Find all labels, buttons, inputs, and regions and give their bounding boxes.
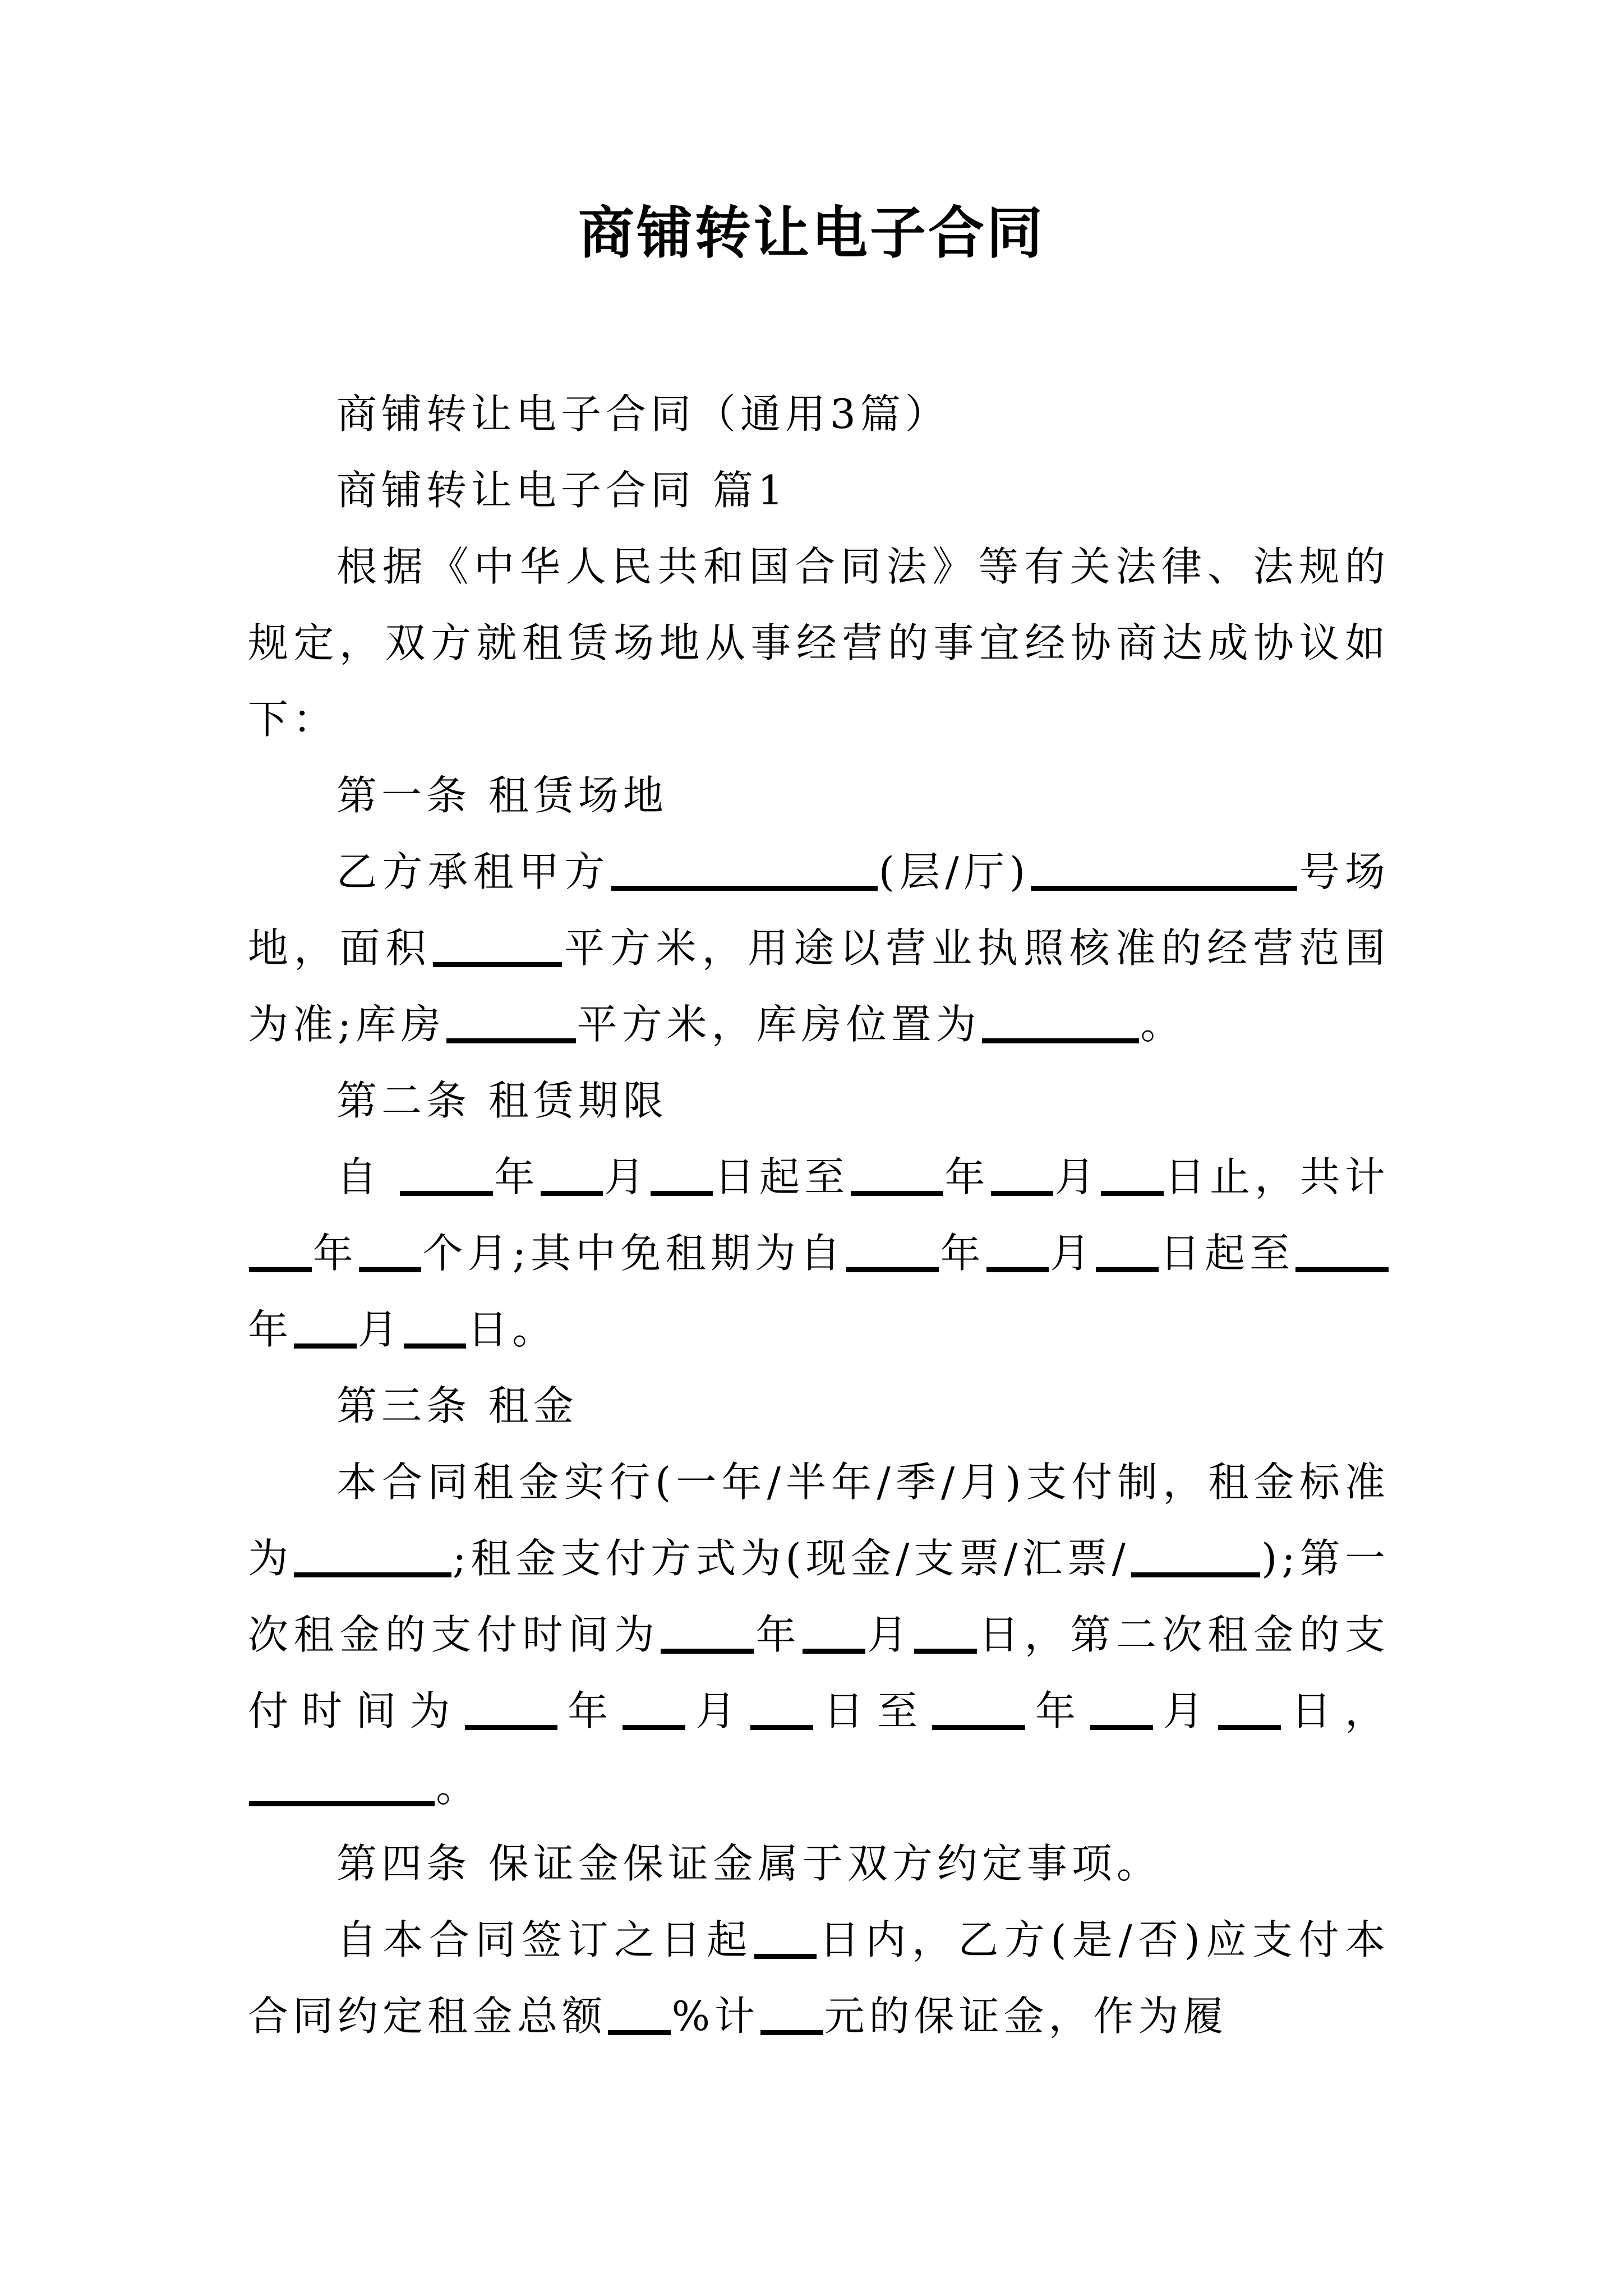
paragraph-preamble: 根据《中华人民共和国合同法》等有关法律、法规的规定，双方就租赁场地从事经营的事宜经协商达成协议如下： (248, 543, 1390, 743)
article-1-heading: 第一条 租赁场地 (336, 772, 668, 819)
blank-field (846, 1228, 939, 1272)
blank-field (991, 1152, 1054, 1195)
blank-field (465, 1686, 558, 1729)
blank-field (446, 1000, 575, 1043)
article-4-heading: 第四条 保证金保证金属于双方约定事项。 (336, 1840, 1161, 1887)
paragraph-section-heading: 商铺转让电子合同 篇1 (336, 467, 788, 514)
document-body (248, 376, 1390, 2054)
blank-field (1295, 1228, 1389, 1272)
blank-field (541, 1152, 603, 1195)
blank-field (249, 1228, 312, 1272)
blank-field (359, 1228, 422, 1272)
blank-field (433, 923, 562, 967)
article-4-body: 自本合同签订之日起 日内，乙方(是/否)应支付本合同约定租金总额 %计 元的保证金，作为履 (248, 1916, 1390, 2040)
article-3-body: 本合同租金实行(一年/半年/季/月)支付制，租金标准为 ;租金支付方式为(现金/支票/汇票/ );第一次租金的支付时间为 年 月 日，第二次租金的支付时间为 年 月 日至 年 月 日，。 (248, 1458, 1390, 1811)
blank-field (249, 1763, 435, 1806)
article-3-heading: 第三条 租金 (336, 1382, 578, 1429)
blank-field (914, 1610, 977, 1653)
blank-field (611, 847, 878, 890)
blank-field (803, 1610, 865, 1653)
blank-field (760, 1991, 823, 2035)
blank-field (1090, 1686, 1153, 1729)
blank-field (1131, 1534, 1260, 1577)
document-title: 商铺转让电子合同 (578, 200, 1045, 266)
blank-field (986, 1228, 1049, 1272)
blank-field (294, 1305, 357, 1348)
blank-field (1218, 1686, 1281, 1729)
blank-field (294, 1534, 451, 1577)
blank-field (1096, 1228, 1159, 1272)
blank-field (851, 1152, 944, 1195)
blank-field (1031, 847, 1297, 890)
blank-field (651, 1152, 713, 1195)
blank-field (932, 1686, 1025, 1729)
blank-field (661, 1610, 754, 1653)
article-1-body: 乙方承租甲方 (层/厅) 号场地，面积 平方米，用途以营业执照核准的经营范围为准;库房 平方米，库房位置为 。 (248, 848, 1390, 1048)
blank-field (982, 1000, 1140, 1043)
article-2-body: 自 年 月 日起至 年 月 日止，共计年 个月;其中免租期为自 年 月 日起至年 月 日。 (248, 1153, 1390, 1353)
article-2-heading: 第二条 租赁期限 (336, 1077, 668, 1124)
blank-field (754, 1915, 817, 1958)
blank-field (750, 1686, 813, 1729)
blank-field (623, 1686, 685, 1729)
blank-field (1101, 1152, 1164, 1195)
blank-field (400, 1152, 493, 1195)
blank-field (608, 1991, 671, 2035)
blank-field (404, 1305, 467, 1348)
paragraph-subtitle: 商铺转让电子合同（通用3篇） (336, 390, 950, 438)
